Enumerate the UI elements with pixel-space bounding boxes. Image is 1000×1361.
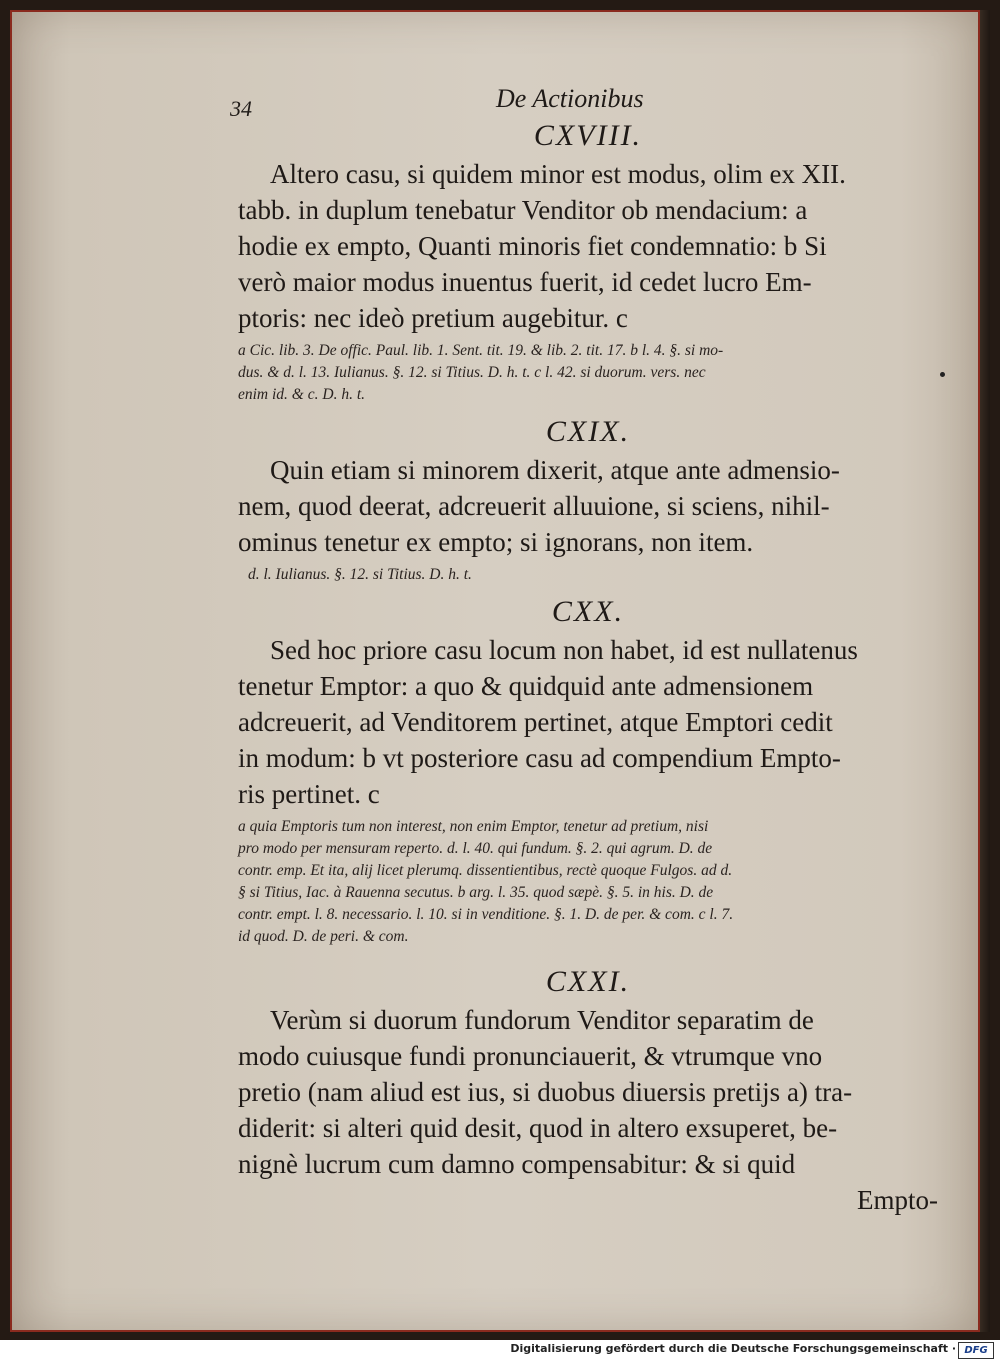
text-line: Verùm si duorum fundorum Venditor separatim de xyxy=(270,1005,814,1035)
section-body xyxy=(238,1002,938,1218)
text-area xyxy=(230,70,938,1218)
footer-bar xyxy=(0,1340,1000,1361)
note-line: contr. emp. Et ita, alij licet plerumq. dissentientibus, rectè quoque Fulgos. ad d. xyxy=(238,862,733,879)
section-body xyxy=(238,156,938,336)
text-line: verò maior modus inuentus fuerit, id cedet lucro Em- xyxy=(238,267,812,297)
text-line: pretio (nam aliud est ius, si duobus diuersis pretijs a) tra- xyxy=(238,1077,853,1107)
footnotes xyxy=(238,816,938,948)
note-line: dus. & d. l. 13. Iulianus. §. 12. si Titius. D. h. t. c l. 42. si duorum. vers. nec xyxy=(238,364,706,381)
section-cxxi xyxy=(238,962,938,1218)
footnotes xyxy=(238,340,938,406)
section-number: CXVIII. xyxy=(533,119,643,152)
section-number: CXXI. xyxy=(545,965,631,998)
text-line: adcreuerit, ad Venditorem pertinet, atque Emptori cedit xyxy=(238,707,833,737)
ink-dot xyxy=(940,372,945,377)
text-line: ris pertinet. c xyxy=(238,779,380,809)
text-line: in modum: b vt posteriore casu ad compendium Empto- xyxy=(238,743,841,773)
section-cxviii xyxy=(238,116,938,406)
section-cxix xyxy=(238,412,938,586)
text-line: tenetur Emptor: a quo & quidquid ante admensionem xyxy=(238,671,814,701)
note-line: a quia Emptoris tum non interest, non enim Emptor, tenetur ad pretium, nisi xyxy=(238,818,709,835)
note-line: § si Titius, Iac. à Rauenna secutus. b arg. l. 35. quod sæpè. §. 5. in his. D. de xyxy=(238,884,714,901)
running-title: De Actionibus xyxy=(496,84,644,113)
section-body xyxy=(238,632,938,812)
note-line: a Cic. lib. 3. De offic. Paul. lib. 1. Sent. tit. 19. & lib. 2. tit. 17. b l. 4. §. si mo- xyxy=(238,342,724,359)
section-number: CXX. xyxy=(551,595,625,628)
text-line: ptoris: nec ideò pretium augebitur. c xyxy=(238,303,628,333)
text-line: modo cuiusque fundi pronunciauerit, & vtrumque vno xyxy=(238,1041,823,1071)
catchword: Empto- xyxy=(857,1185,938,1215)
footer-credit: Digitalisierung gefördert durch die Deutsche Forschungsgemeinschaft · xyxy=(510,1342,956,1355)
text-line: hodie ex empto, Quanti minoris fiet condemnatio: b Si xyxy=(238,231,827,261)
section-body xyxy=(238,452,938,560)
note-line: enim id. & c. D. h. t. xyxy=(238,386,365,403)
section-number: CXIX. xyxy=(545,415,631,448)
text-line: Quin etiam si minorem dixerit, atque ante admensio- xyxy=(270,455,840,485)
dfg-logo-icon: DFG xyxy=(958,1342,994,1359)
text-line: diderit: si alteri quid desit, quod in altero exsuperet, be- xyxy=(238,1113,838,1143)
footnotes xyxy=(238,564,938,586)
text-line: Sed hoc priore casu locum non habet, id est nullatenus xyxy=(270,635,858,665)
text-line: nem, quod deerat, adcreuerit alluuione, si sciens, nihil- xyxy=(238,491,830,521)
text-line: nignè lucrum cum damno compensabitur: & si quid xyxy=(238,1149,796,1179)
page-number: 34 xyxy=(230,96,252,121)
note-line: d. l. Iulianus. §. 12. si Titius. D. h. t. xyxy=(248,566,472,583)
note-line: id quod. D. de peri. & com. xyxy=(238,928,409,945)
text-line: Altero casu, si quidem minor est modus, olim ex XII. xyxy=(270,159,846,189)
section-cxx xyxy=(238,592,938,948)
text-line: ominus tenetur ex empto; si ignorans, non item. xyxy=(238,527,754,557)
note-line: pro modo per mensuram reperto. d. l. 40. qui fundum. §. 2. qui agrum. D. de xyxy=(238,840,713,857)
note-line: contr. empt. l. 8. necessario. l. 10. si in venditione. §. 1. D. de per. & com. c l. 7. xyxy=(238,906,734,923)
text-line: tabb. in duplum tenebatur Venditor ob mendacium: a xyxy=(238,195,808,225)
running-head xyxy=(230,70,938,121)
